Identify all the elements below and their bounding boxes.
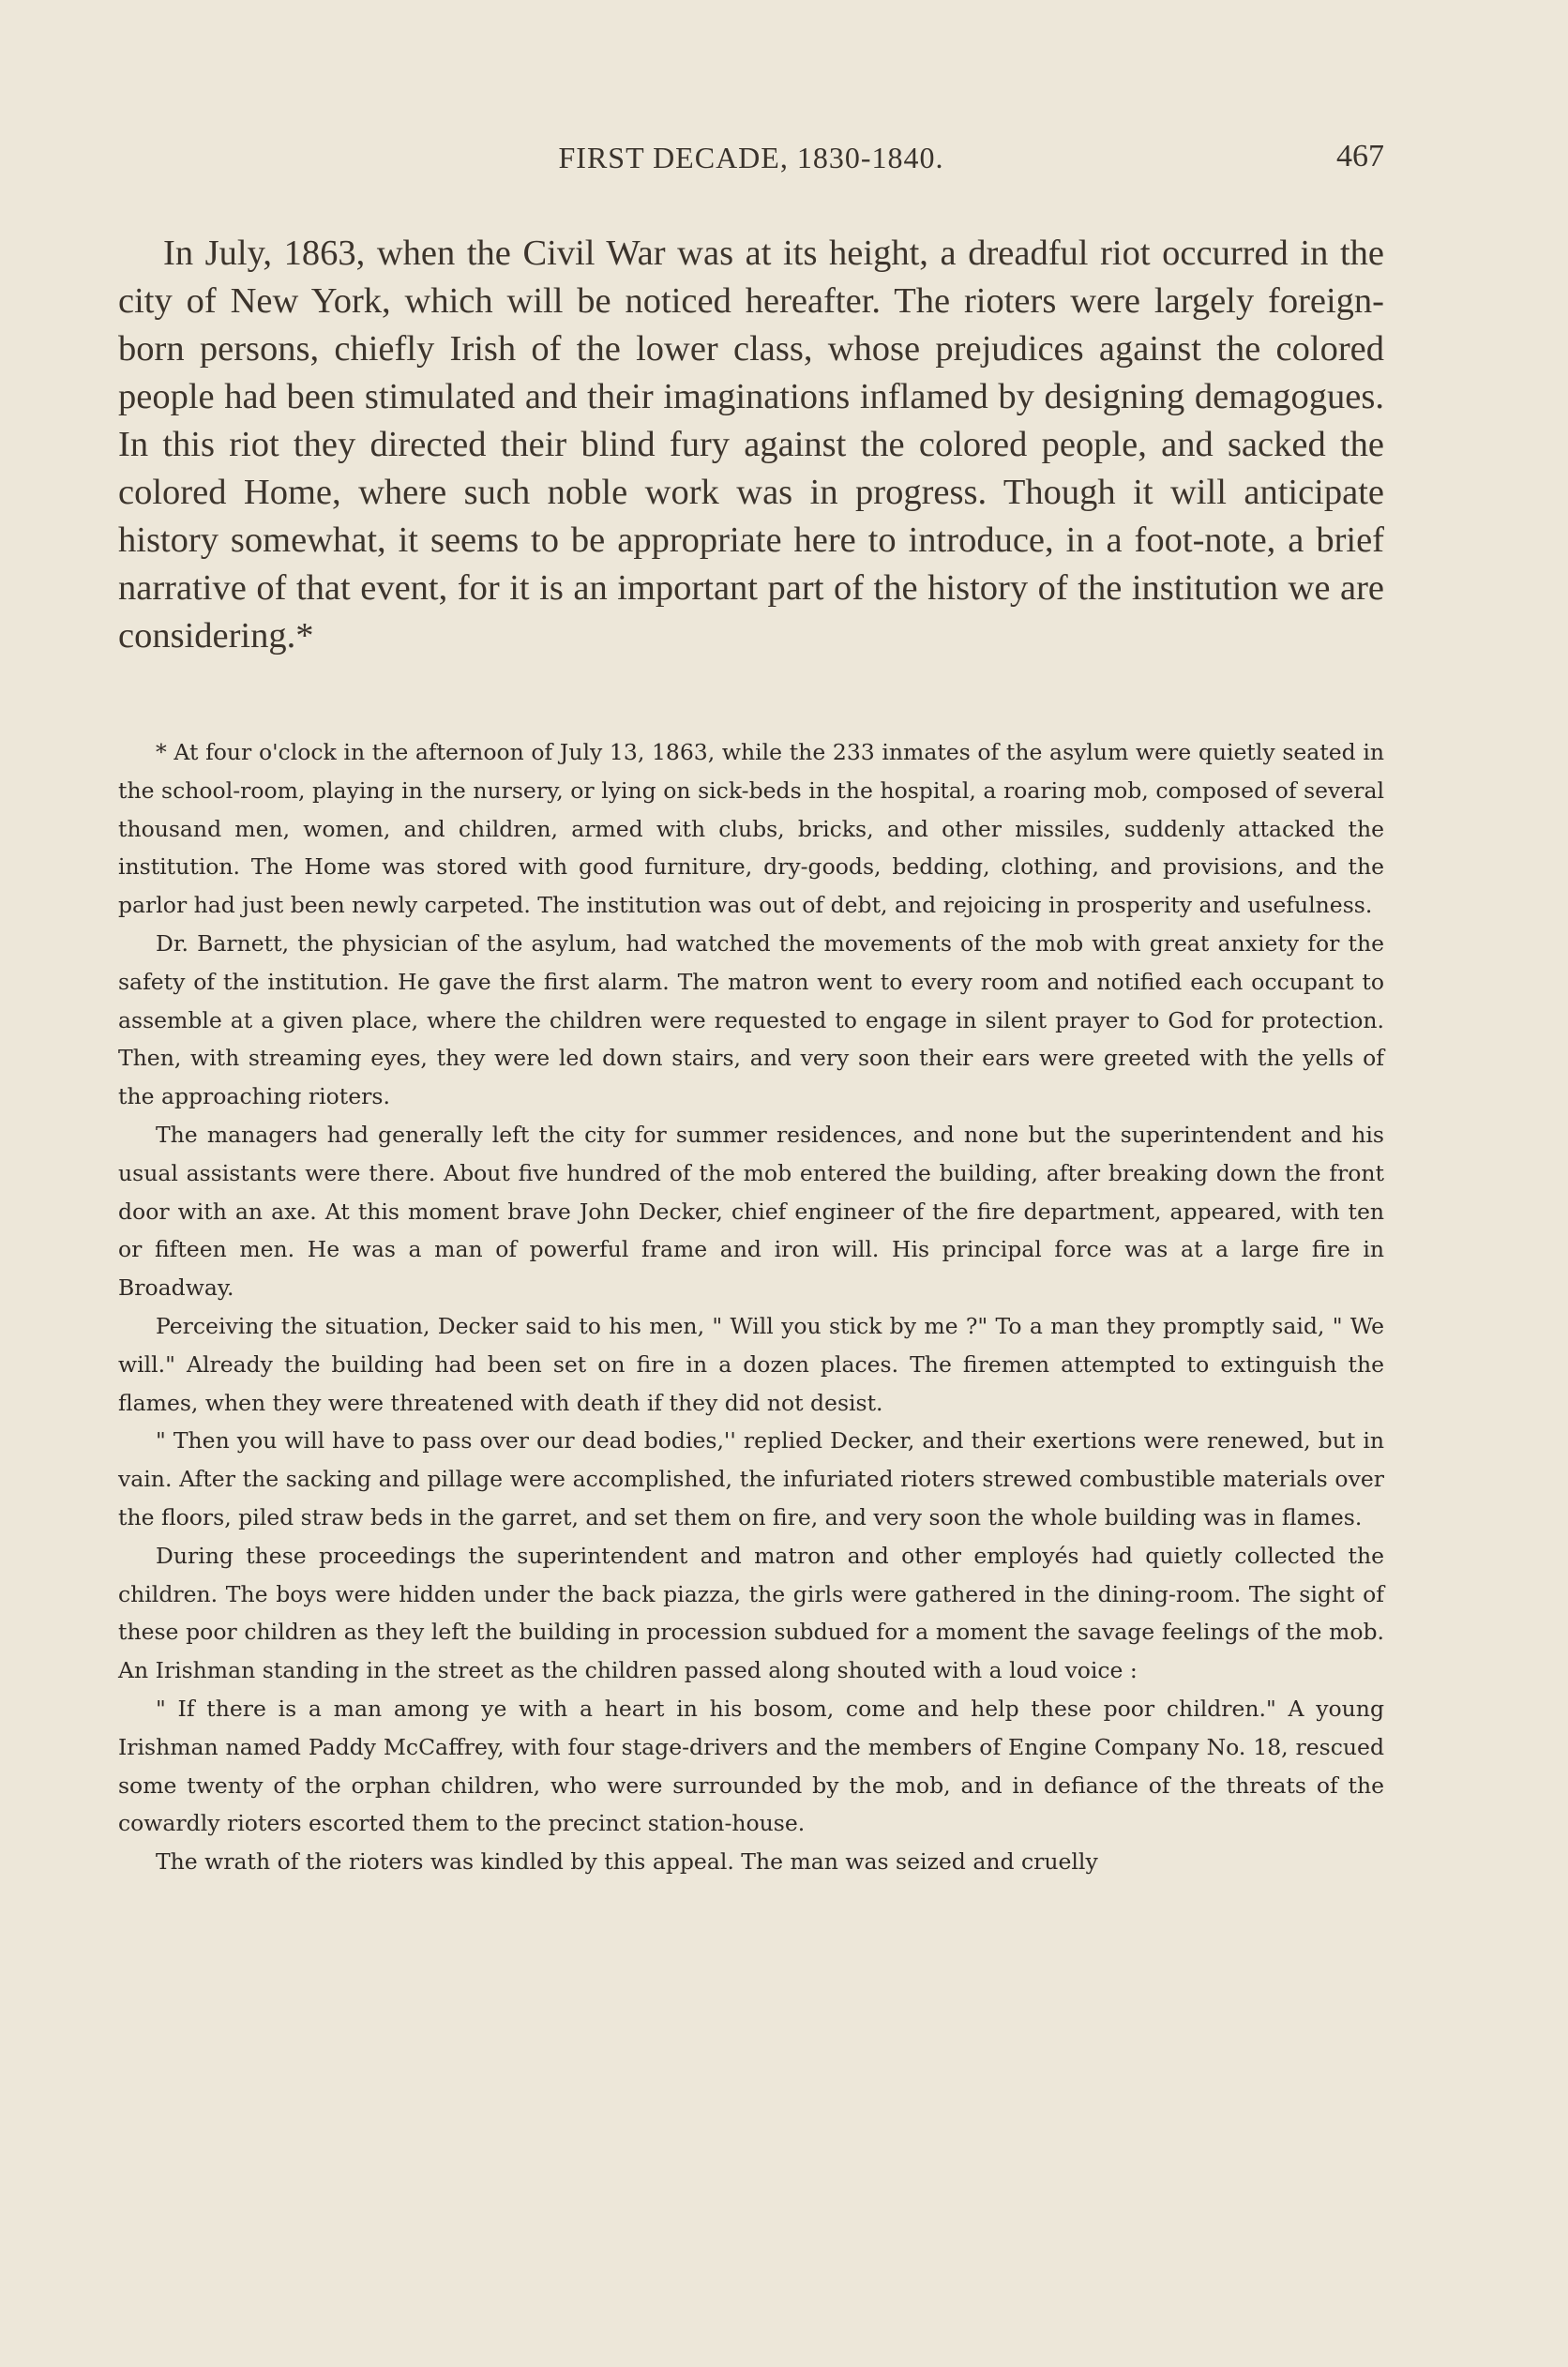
footnote-paragraph: Perceiving the situation, Decker said to his men, " Will you stick by me ?" To a man they promptly said, " We will." Already the building had been set on fire in a dozen places. The firemen attempted to extinguish the flames, when they were threatened with death if they did not desist. (118, 1312, 1384, 1416)
footnote-paragraph: Dr. Barnett, the physician of the asylum, had watched the movements of the mob with great anxiety for the safety of the institution. He gave the first alarm. The matron went to every room and notified each occupant to assemble at a given place, where the children were requested to engage in silent prayer to God for protection. Then, with streaming eyes, they were led down stairs, and very soon their ears were greeted with the yells of the approaching rioters. (118, 929, 1384, 1110)
page-header (118, 141, 1384, 188)
page-number: 467 (1336, 139, 1384, 173)
footnote-paragraph: " If there is a man among ye with a heart in his bosom, come and help these poor children." A young Irishman named Paddy McCaffrey, with four stage-drivers and the members of Engine Company No. 18, rescued some twenty of the orphan children, who were surrounded by the mob, and in defiance of the threats of the cowardly rioters escorted them to the precinct station-house. (118, 1695, 1384, 1837)
footnote-paragraph: * At four o'clock in the afternoon of July 13, 1863, while the 233 inmates of the asylum were quietly seated in the school-room, playing in the nursery, or lying on sick-beds in the hospital, a roaring mob, composed of several thousand men, women, and children, armed with clubs, bricks, and other missiles, suddenly attacked the institution. The Home was stored with good furniture, dry-goods, bedding, clothing, and provisions, and the parlor had just been newly carpeted. The institution was out of debt, and rejoicing in prosperity and usefulness. (118, 739, 1384, 919)
footnote-paragraph: The managers had generally left the city for summer residences, and none but the superintendent and his usual assistants were there. About five hundred of the mob entered the building, after breaking down the front door with an axe. At this moment brave John Decker, chief engineer of the fire department, appeared, with ten or fifteen men. He was a man of powerful frame and iron will. His principal force was at a large fire in Broadway. (118, 1121, 1384, 1302)
main-paragraph: In July, 1863, when the Civil War was at its height, a dreadful riot occurred in the city of New York, which will be noticed hereafter. The rioters were largely foreign-born persons, chiefly Irish of the lower class, whose prejudices against the colored people had been stimulated and their imaginations inflamed by designing demagogues. In this riot they directed their blind fury against the colored people, and sacked the colored Home, where such noble work was in progress. Though it will anticipate history somewhat, it seems to be appropriate here to introduce, in a foot-note, a brief narrative of that event, for it is an important part of the history of the institution we are considering.* (118, 234, 1384, 656)
footnote-paragraph: " Then you will have to pass over our dead bodies,'' replied Decker, and their exertions were renewed, but in vain. After the sacking and pillage were accomplished, the infuriated rioters strewed combustible materials over the floors, piled straw beds in the garret, and set them on fire, and very soon the whole building was in flames. (118, 1427, 1384, 1530)
footnote-paragraph: The wrath of the rioters was kindled by this appeal. The man was seized and cruelly (156, 1848, 1098, 1876)
footnote-paragraph: During these proceedings the superintendent and matron and other employés had quietly collected the children. The boys were hidden under the back piazza, the girls were gathered in the dining-room. The sight of these poor children as they left the building in procession subdued for a moment the savage feelings of the mob. An Irishman standing in the street as the children passed along shouted with a loud voice : (118, 1542, 1384, 1684)
running-title: FIRST DECADE, 1830-1840. (558, 141, 944, 174)
footnote-block (118, 733, 1384, 1881)
